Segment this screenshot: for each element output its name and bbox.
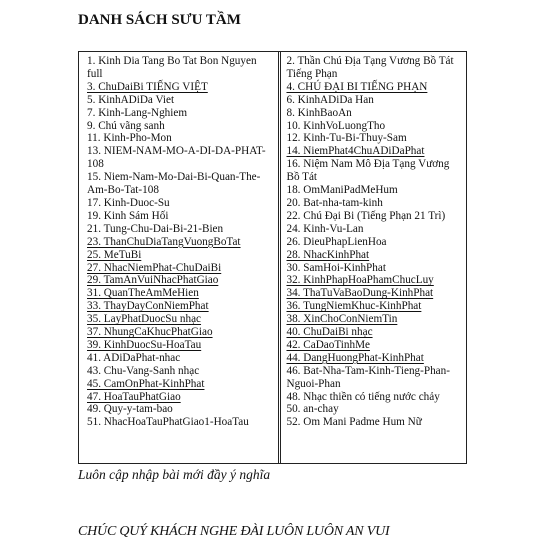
song-list-table <box>78 51 467 464</box>
list-item: 22. Chú Đại Bi (Tiếng Phạn 21 Trì) <box>286 209 446 222</box>
list-item: 14. NiemPhat4ChuADiDaPhat <box>286 145 425 158</box>
list-item: 38. XinChoConNiemTin <box>286 313 398 326</box>
list-item: 25. MeTuBi <box>87 248 142 261</box>
list-item: 6. KinhADiDa Han <box>286 93 374 106</box>
list-item: 13. NIEM-NAM-MO-A-DI-DA-PHAT-108 <box>87 145 266 171</box>
list-item: 19. Kinh Sám Hối <box>87 209 169 222</box>
list-item: 29. TamAnVuiNhacPhatGiao <box>87 274 219 287</box>
list-item: 32. KinhPhapHoaPhamChucLuy <box>286 274 434 287</box>
list-item: 23. ThanChuDiaTangVuongBoTat <box>87 235 241 248</box>
list-item: 47. HoaTauPhatGiao <box>87 390 181 403</box>
list-item: 21. Tung-Chu-Dai-Bi-21-Bien <box>87 222 224 235</box>
left-column <box>79 52 279 463</box>
list-item: 5. KinhADiDa Viet <box>87 93 175 106</box>
list-item: 39. KinhDuocSu-HoaTau <box>87 338 202 351</box>
list-item: 16. Niệm Nam Mô Địa Tạng Vương Bồ Tát <box>286 158 450 184</box>
list-item: 10. KinhVoLuongTho <box>286 119 386 132</box>
list-item: 12. Kinh-Tu-Bi-Thuy-Sam <box>286 132 407 145</box>
list-item: 18. OmManiPadMeHum <box>286 184 398 197</box>
list-item: 46. Bat-Nha-Tam-Kinh-Tieng-Phan-Nguoi-Phan <box>286 364 450 390</box>
list-item: 42. CaDaoTinhMe <box>286 338 370 351</box>
list-item: 8. KinhBaoAn <box>286 106 352 119</box>
list-item: 34. ThaTuVaBaoDung-KinhPhat <box>286 287 434 300</box>
list-item: 4. CHÚ ĐẠI BI TIẾNG PHẠN <box>286 80 428 93</box>
page-title: DANH SÁCH SƯU TẦM <box>78 12 241 28</box>
list-item: 28. NhacKinhPhat <box>286 248 370 261</box>
list-item: 17. Kinh-Duoc-Su <box>87 196 170 209</box>
list-item: 15. Niem-Nam-Mo-Dai-Bi-Quan-The-Am-Bo-Tat-108 <box>87 171 261 197</box>
list-item: 51. NhacHoaTauPhatGiao1-HoaTau <box>87 416 249 429</box>
list-item: 31. QuanTheAmMeHien <box>87 287 199 300</box>
footer-greeting: CHÚC QUÝ KHÁCH NGHE ĐÀI LUÔN LUÔN AN VUI <box>78 524 390 539</box>
list-item: 41. ADiDaPhat-nhac <box>87 351 181 364</box>
list-item: 30. SamHoi-KinhPhat <box>286 261 386 274</box>
list-item: 33. ThayDayConNiemPhat <box>87 300 209 313</box>
list-item: 11. Kinh-Pho-Mon <box>87 132 172 145</box>
list-item: 7. Kinh-Lang-Nghiem <box>87 106 188 119</box>
list-item: 9. Chú vãng sanh <box>87 119 165 132</box>
list-item: 3. ChuDaiBi TIẾNG VIỆT <box>87 80 208 93</box>
list-item: 27. NhacNiemPhat-ChuDaiBi <box>87 261 222 274</box>
list-item: 36. TungNiemKhuc-KinhPhat <box>286 300 422 313</box>
list-item: 40. ChuDaiBi nhạc <box>286 326 373 339</box>
list-item: 26. DieuPhapLienHoa <box>286 235 387 248</box>
list-item: 2. Thần Chú Địa Tạng Vương Bồ Tát Tiếng Phạn <box>286 55 454 80</box>
list-item: 44. DangHuongPhat-KinhPhat <box>286 351 424 364</box>
list-item: 24. Kinh-Vu-Lan <box>286 222 364 235</box>
update-note: Luôn cập nhập bài mới đầy ý nghĩa <box>78 467 271 482</box>
right-column <box>280 52 466 463</box>
list-item: 37. NhungCaKhucPhatGiao <box>87 326 213 339</box>
list-item: 20. Bat-nha-tam-kinh <box>286 196 383 209</box>
list-item: 1. Kinh Dia Tang Bo Tat Bon Nguyen full <box>87 55 257 80</box>
list-item: 35. LayPhatDuocSu nhạc <box>87 313 202 326</box>
list-item: 52. Om Mani Padme Hum Nữ <box>286 416 422 429</box>
list-item: 45. CamOnPhat-KinhPhat <box>87 377 205 390</box>
list-item: 49. Quy-y-tam-bao <box>87 403 173 416</box>
list-item: 50. an-chay <box>286 403 339 416</box>
list-item: 43. Chu-Vang-Sanh nhạc <box>87 364 200 377</box>
list-item: 48. Nhạc thiền có tiếng nước chảy <box>286 390 440 403</box>
